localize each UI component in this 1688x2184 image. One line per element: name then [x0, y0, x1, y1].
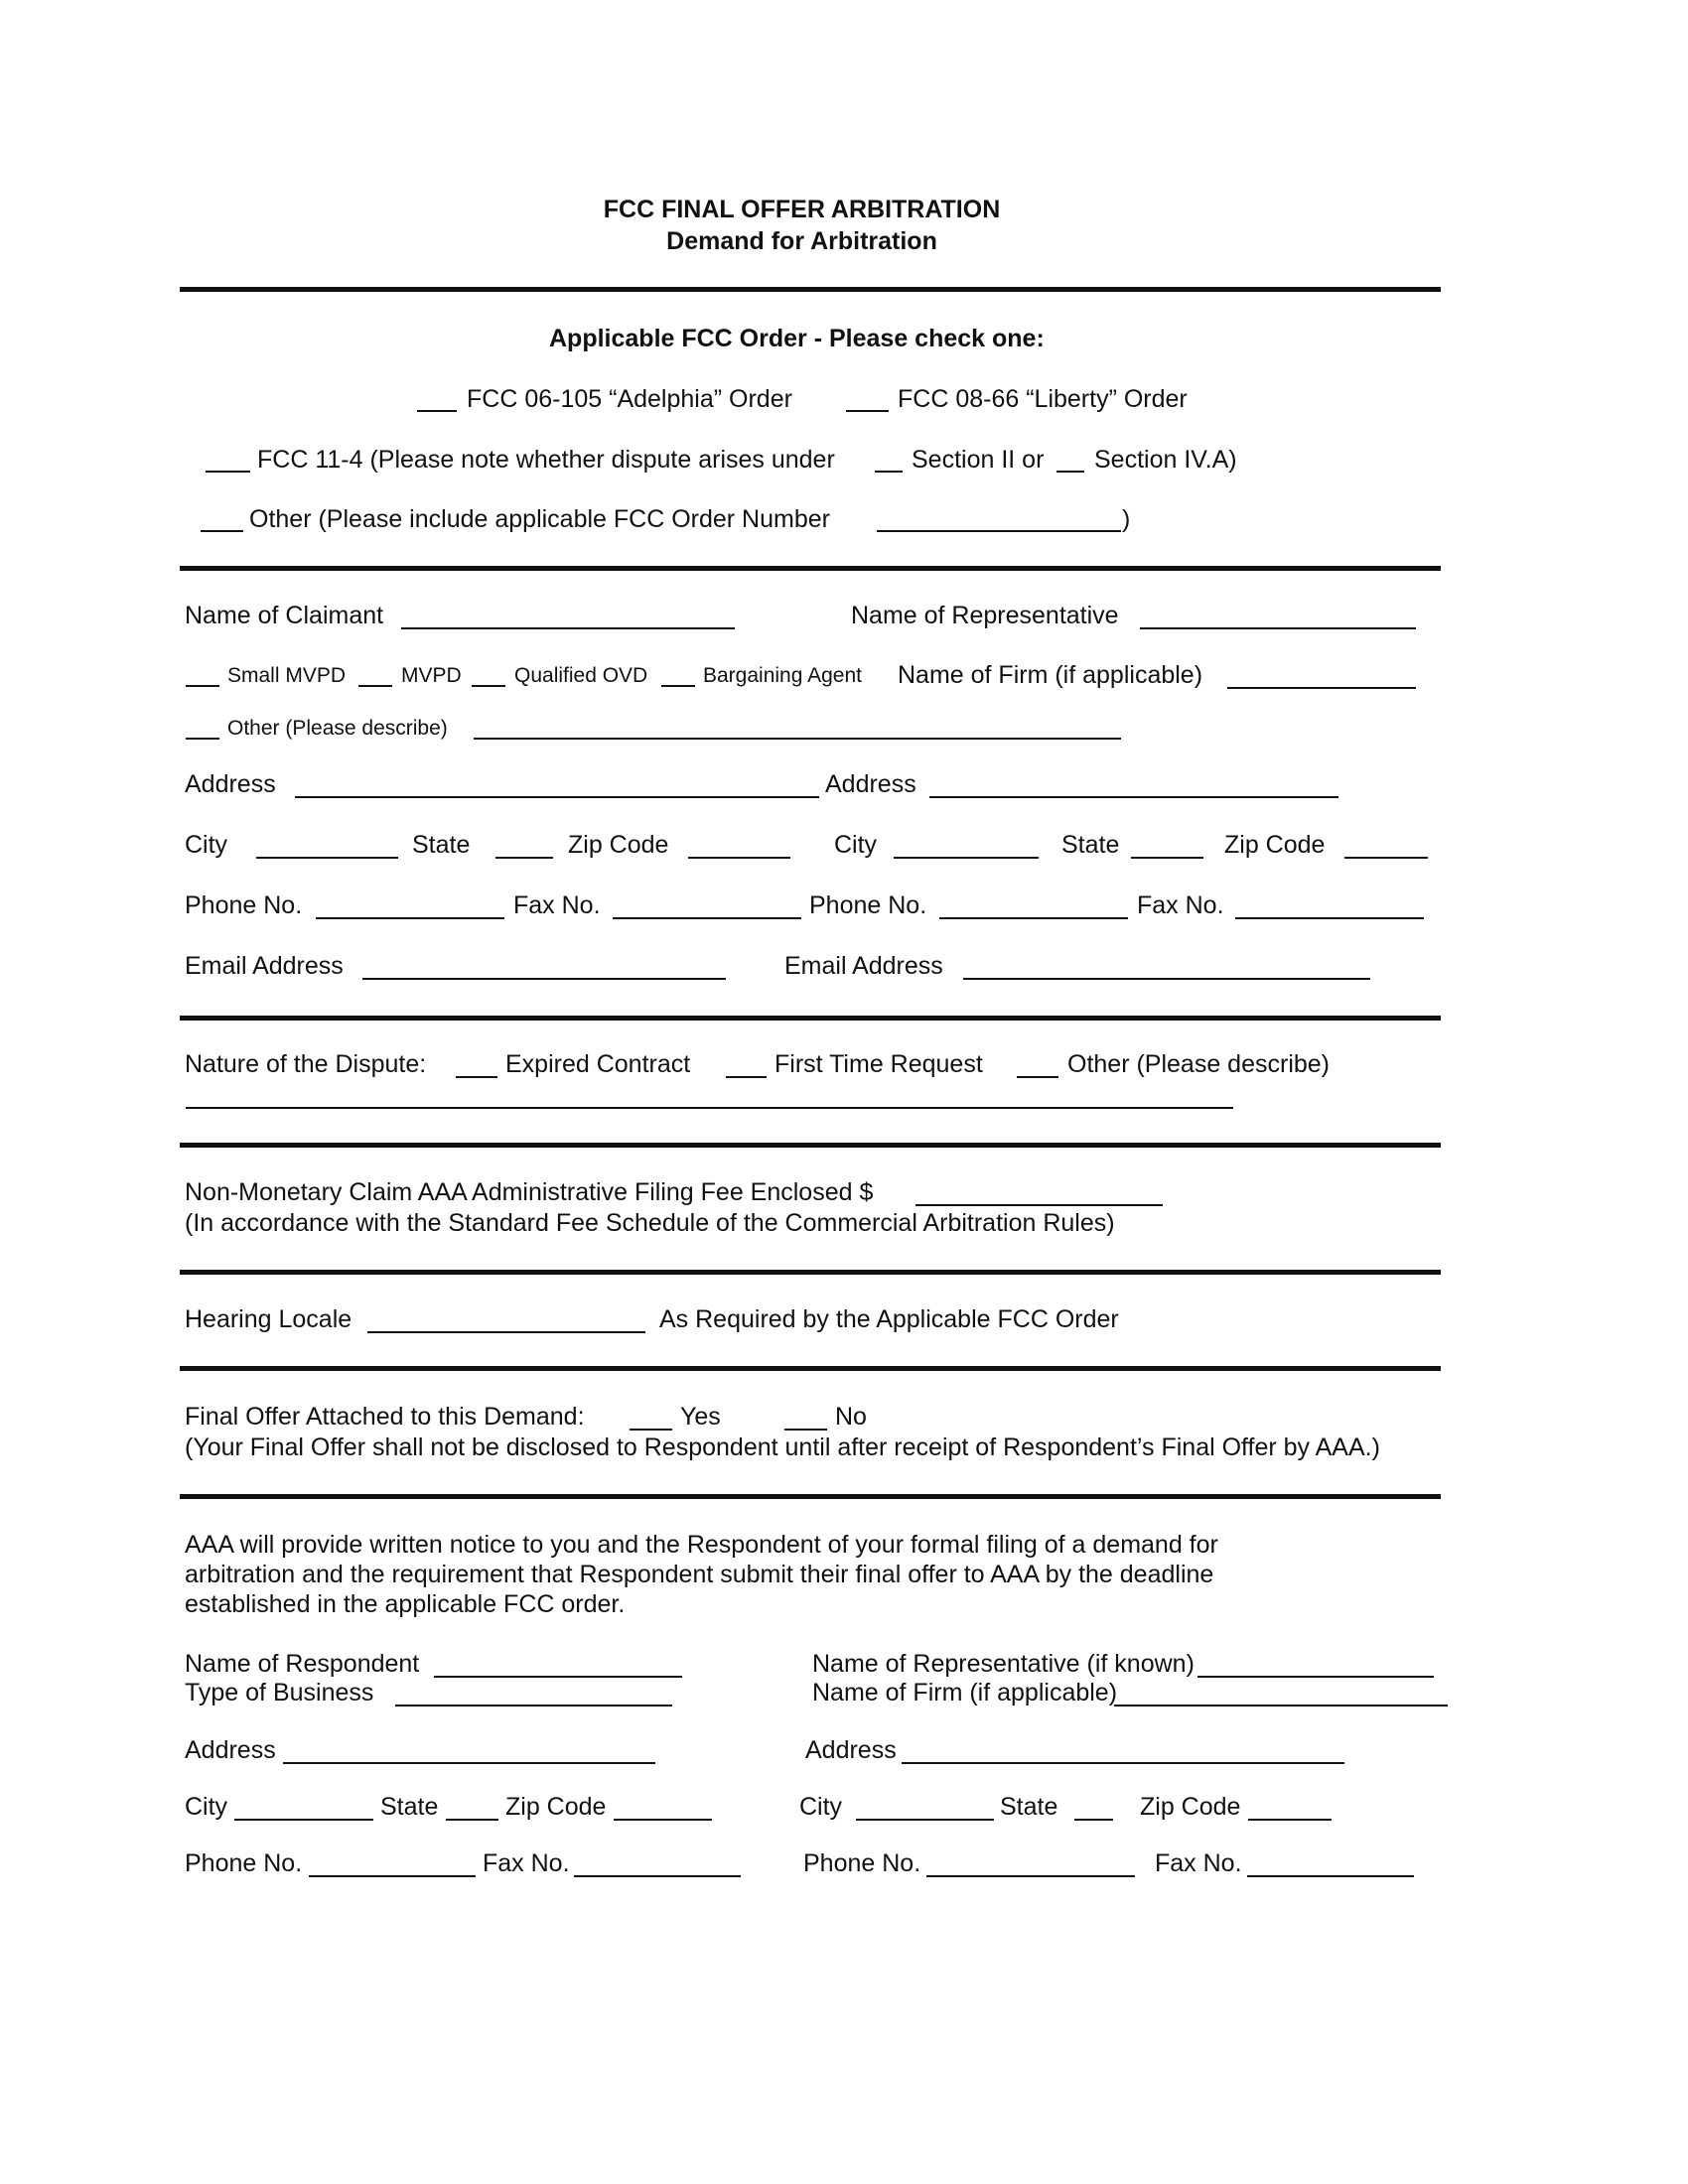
locale-label: Hearing Locale — [185, 1305, 352, 1333]
claimant-name-label: Name of Claimant — [185, 602, 384, 629]
mvpd-label: MVPD — [401, 664, 462, 687]
claimant-state-field[interactable] — [495, 857, 553, 859]
bargaining-agent-checkbox[interactable] — [661, 685, 695, 687]
rep-phone-label: Phone No. — [809, 891, 927, 919]
respondent-type-label: Type of Business — [185, 1679, 374, 1706]
locale-field[interactable] — [367, 1331, 645, 1333]
dispute-label: Nature of the Dispute: — [185, 1050, 427, 1078]
final-offer-note: (Your Final Offer shall not be disclosed to Respondent until after receipt of Respondent’s Final Offer by AAA.) — [185, 1433, 1380, 1461]
adelphia-label: FCC 06-105 “Adelphia” Order — [467, 385, 792, 413]
respondent-phone-field[interactable] — [309, 1875, 476, 1877]
rep-phone-field[interactable] — [939, 917, 1128, 919]
resp-rep-fax-label: Fax No. — [1155, 1849, 1242, 1877]
fcc11-checkbox[interactable] — [206, 471, 250, 473]
claimant-city-label: City — [185, 831, 228, 859]
claimant-zip-label: Zip Code — [568, 831, 669, 859]
rep-email-label: Email Address — [784, 952, 943, 980]
rep-email-field[interactable] — [963, 978, 1370, 980]
resp-rep-state-label: State — [1000, 1793, 1058, 1821]
respondent-name-label: Name of Respondent — [185, 1650, 420, 1678]
notice-line-1: AAA will provide written notice to you and the Respondent of your formal filing of a demand for — [185, 1531, 1218, 1559]
divider — [180, 287, 1441, 292]
liberty-label: FCC 08-66 “Liberty” Order — [898, 385, 1188, 413]
rep-city-field[interactable] — [894, 857, 1039, 859]
section4-checkbox[interactable] — [1056, 471, 1084, 473]
rep-firm-field[interactable] — [1227, 687, 1416, 689]
qualified-ovd-label: Qualified OVD — [514, 664, 648, 687]
resp-rep-phone-field[interactable] — [926, 1875, 1135, 1877]
claimant-name-field[interactable] — [401, 627, 735, 629]
claimant-address-label: Address — [185, 770, 276, 798]
resp-firm-field[interactable] — [1114, 1705, 1448, 1706]
divider — [180, 1366, 1441, 1371]
fcc11-label: FCC 11-4 (Please note whether dispute arises under — [257, 446, 835, 474]
claimant-zip-field[interactable] — [688, 857, 790, 859]
respondent-state-label: State — [380, 1793, 439, 1821]
claimant-fax-label: Fax No. — [513, 891, 601, 919]
notice-line-2: arbitration and the requirement that Respondent submit their final offer to AAA by the deadline — [185, 1561, 1214, 1588]
rep-name-field[interactable] — [1140, 627, 1416, 629]
resp-rep-state-field[interactable] — [1074, 1819, 1113, 1821]
fee-label: Non-Monetary Claim AAA Administrative Filing Fee Enclosed $ — [185, 1178, 874, 1206]
divider — [180, 1016, 1441, 1021]
form-subtitle: Demand for Arbitration — [666, 227, 937, 255]
claimant-email-field[interactable] — [362, 978, 726, 980]
other-order-label: Other (Please include applicable FCC Order Number — [249, 505, 830, 533]
divider — [180, 566, 1441, 571]
respondent-zip-label: Zip Code — [505, 1793, 607, 1821]
order-heading: Applicable FCC Order - Please check one: — [549, 325, 1045, 352]
divider — [180, 1270, 1441, 1275]
final-offer-no-checkbox[interactable] — [784, 1429, 827, 1431]
rep-state-label: State — [1061, 831, 1120, 859]
claimant-city-field[interactable] — [256, 857, 398, 859]
resp-rep-zip-label: Zip Code — [1140, 1793, 1241, 1821]
respondent-city-label: City — [185, 1793, 228, 1821]
respondent-address-field[interactable] — [283, 1762, 655, 1764]
resp-rep-phone-label: Phone No. — [803, 1849, 921, 1877]
claimant-other-field[interactable] — [474, 738, 1121, 740]
respondent-type-field[interactable] — [395, 1705, 672, 1706]
respondent-phone-label: Phone No. — [185, 1849, 303, 1877]
locale-note: As Required by the Applicable FCC Order — [659, 1305, 1119, 1333]
resp-rep-label: Name of Representative (if known) — [812, 1650, 1195, 1678]
dispute-description-field[interactable] — [186, 1107, 1233, 1109]
claimant-email-label: Email Address — [185, 952, 344, 980]
rep-zip-field[interactable] — [1344, 857, 1428, 859]
respondent-zip-field[interactable] — [614, 1819, 712, 1821]
other-order-close: ) — [1122, 505, 1131, 533]
other-order-number-field[interactable] — [877, 530, 1121, 532]
claimant-phone-field[interactable] — [316, 917, 504, 919]
rep-city-label: City — [834, 831, 878, 859]
resp-rep-address-field[interactable] — [902, 1762, 1344, 1764]
notice-line-3: established in the applicable FCC order. — [185, 1590, 626, 1618]
adelphia-checkbox[interactable] — [417, 410, 457, 412]
section2-label: Section II or — [912, 446, 1045, 474]
resp-rep-city-label: City — [799, 1793, 843, 1821]
claimant-address-field[interactable] — [295, 796, 819, 798]
section4-label: Section IV.A) — [1094, 446, 1237, 474]
divider — [180, 1143, 1441, 1148]
final-offer-no-label: No — [835, 1403, 867, 1431]
bargaining-agent-label: Bargaining Agent — [703, 664, 862, 687]
claimant-fax-field[interactable] — [613, 917, 801, 919]
first-time-checkbox[interactable] — [726, 1076, 767, 1078]
dispute-other-label: Other (Please describe) — [1067, 1050, 1331, 1078]
claimant-state-label: State — [412, 831, 471, 859]
respondent-name-field[interactable] — [434, 1676, 682, 1678]
mvpd-checkbox[interactable] — [358, 685, 392, 687]
final-offer-yes-checkbox[interactable] — [630, 1429, 672, 1431]
claimant-other-label: Other (Please describe) — [227, 717, 448, 740]
other-order-checkbox[interactable] — [201, 530, 243, 532]
respondent-fax-label: Fax No. — [483, 1849, 570, 1877]
respondent-fax-field[interactable] — [574, 1875, 741, 1877]
small-mvpd-checkbox[interactable] — [186, 685, 219, 687]
form-title: FCC FINAL OFFER ARBITRATION — [603, 196, 1001, 223]
section2-checkbox[interactable] — [875, 471, 903, 473]
first-time-label: First Time Request — [774, 1050, 983, 1078]
expired-contract-label: Expired Contract — [505, 1050, 691, 1078]
respondent-state-field[interactable] — [446, 1819, 498, 1821]
rep-fax-label: Fax No. — [1137, 891, 1224, 919]
fee-note: (In accordance with the Standard Fee Schedule of the Commercial Arbitration Rules) — [185, 1209, 1115, 1237]
rep-state-field[interactable] — [1131, 857, 1203, 859]
rep-zip-label: Zip Code — [1224, 831, 1326, 859]
expired-contract-checkbox[interactable] — [456, 1076, 497, 1078]
qualified-ovd-checkbox[interactable] — [472, 685, 505, 687]
liberty-checkbox[interactable] — [846, 410, 889, 412]
claimant-phone-label: Phone No. — [185, 891, 303, 919]
rep-firm-label: Name of Firm (if applicable) — [898, 661, 1203, 689]
resp-rep-address-label: Address — [805, 1736, 897, 1764]
small-mvpd-label: Small MVPD — [227, 664, 347, 687]
final-offer-yes-label: Yes — [680, 1403, 721, 1431]
resp-rep-city-field[interactable] — [856, 1819, 994, 1821]
claimant-other-checkbox[interactable] — [186, 738, 219, 740]
resp-rep-fax-field[interactable] — [1247, 1875, 1414, 1877]
resp-firm-label: Name of Firm (if applicable) — [812, 1679, 1118, 1706]
rep-fax-field[interactable] — [1235, 917, 1424, 919]
rep-address-field[interactable] — [929, 796, 1338, 798]
final-offer-label: Final Offer Attached to this Demand: — [185, 1403, 585, 1431]
resp-rep-zip-field[interactable] — [1248, 1819, 1332, 1821]
resp-rep-field[interactable] — [1197, 1676, 1434, 1678]
dispute-other-checkbox[interactable] — [1017, 1076, 1058, 1078]
rep-address-label: Address — [825, 770, 916, 798]
respondent-city-field[interactable] — [234, 1819, 373, 1821]
divider — [180, 1494, 1441, 1499]
rep-name-label: Name of Representative — [851, 602, 1119, 629]
fee-amount-field[interactable] — [915, 1204, 1163, 1206]
respondent-address-label: Address — [185, 1736, 276, 1764]
